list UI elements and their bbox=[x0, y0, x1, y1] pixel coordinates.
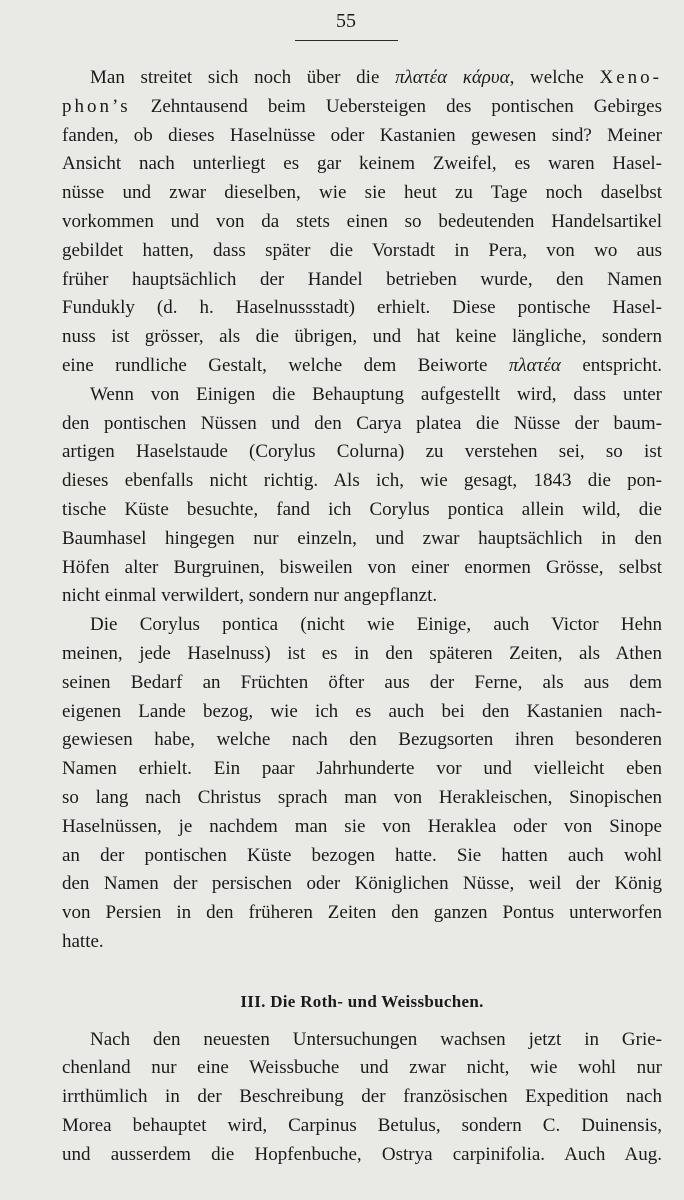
text-line: Ansicht nach unterliegt es gar keinem Zweifel, es waren Hasel- bbox=[62, 153, 662, 175]
text-line bbox=[62, 352, 662, 381]
text-line: an der pontischen Küste bezogen hatte. Sie hatten auch wohl bbox=[62, 844, 662, 866]
text-line: irrthümlich in der Beschreibung der französischen Expedition nach bbox=[62, 1086, 662, 1108]
paragraph bbox=[62, 64, 662, 381]
text-segment: entspricht. bbox=[582, 354, 662, 376]
text-segment: , welche bbox=[509, 67, 584, 88]
text-line: dieses ebenfalls nicht richtig. Als ich, wie gesagt, 1843 die pon- bbox=[62, 470, 662, 492]
text-line: nicht einmal verwildert, sondern nur angepflanzt. bbox=[62, 585, 438, 607]
section-heading: III. Die Roth- und Weissbuchen. bbox=[240, 991, 484, 1011]
spaced-word: phon’s bbox=[62, 95, 131, 117]
text-line: Baumhasel hingegen nur einzeln, und zwar hauptsächlich in den bbox=[62, 527, 662, 549]
body-text bbox=[62, 64, 662, 1169]
text-segment: eine rundliche Gestalt, welche dem Beiworte bbox=[62, 354, 488, 376]
text-line: den Namen der persischen oder Königlichen Nüsse, weil der König bbox=[62, 873, 662, 895]
text-line: von Persien in den früheren Zeiten den ganzen Pontus unterworfen bbox=[62, 902, 662, 924]
text-line: Höfen alter Burgruinen, bisweilen von einer enormen Grösse, selbst bbox=[62, 556, 662, 578]
text-line bbox=[62, 93, 662, 122]
paragraph bbox=[62, 381, 662, 611]
text-line: gewiesen habe, welche nach den Bezugsorten ihren besonderen bbox=[62, 729, 662, 751]
text-line: und ausserdem die Hopfenbuche, Ostrya carpinifolia. Auch Aug. bbox=[62, 1143, 662, 1165]
text-line: früher hauptsächlich der Handel betrieben wurde, den Namen bbox=[62, 268, 662, 290]
text-line: so lang nach Christus sprach man von Herakleischen, Sinopischen bbox=[62, 786, 662, 808]
spaced-word: Xeno- bbox=[599, 67, 662, 88]
text-line: Wenn von Einigen die Behauptung aufgestellt wird, dass unter bbox=[90, 383, 662, 405]
text-line: artigen Haselstaude (Corylus Colurna) zu verstehen sei, so ist bbox=[62, 441, 662, 463]
text-line: meinen, jede Haselnuss) ist es in den späteren Zeiten, als Athen bbox=[62, 642, 662, 664]
greek-phrase: πλατέα κάρυα bbox=[395, 67, 510, 88]
text-segment: Zehntausend beim Uebersteigen des pontischen Gebirges bbox=[150, 95, 662, 117]
text-line: eigenen Lande bezog, wie ich es auch bei den Kastanien nach- bbox=[62, 700, 662, 722]
paragraph bbox=[62, 1026, 662, 1170]
text-line: nuss ist grösser, als die übrigen, und hat keine längliche, sondern bbox=[62, 326, 662, 348]
text-line: chenland nur eine Weissbuche und zwar nicht, wie wohl nur bbox=[62, 1057, 662, 1079]
text-line: Die Corylus pontica (nicht wie Einige, auch Victor Hehn bbox=[90, 614, 662, 636]
text-line: nüsse und zwar dieselben, wie sie heut zu Tage noch daselbst bbox=[62, 182, 662, 204]
page-number-rule bbox=[295, 40, 398, 41]
text-line: Namen erhielt. Ein paar Jahrhunderte vor und vielleicht eben bbox=[62, 758, 662, 780]
text-line: tische Küste besuchte, fand ich Corylus pontica allein wild, die bbox=[62, 498, 662, 520]
text-segment: Man streitet sich noch über die bbox=[90, 67, 380, 88]
page-number: 55 bbox=[336, 10, 356, 32]
text-line: Fundukly (d. h. Haselnussstadt) erhielt. Diese pontische Hasel- bbox=[62, 297, 662, 319]
text-line: seinen Bedarf an Früchten öfter aus der Ferne, als aus dem bbox=[62, 671, 662, 693]
text-line: Nach den neuesten Untersuchungen wachsen jetzt in Grie- bbox=[90, 1028, 662, 1050]
text-line: gebildet hatten, dass später die Vorstadt in Pera, von wo aus bbox=[62, 239, 662, 261]
text-line: vorkommen und von da stets einen so bedeutenden Handelsartikel bbox=[62, 210, 662, 232]
text-line: hatte. bbox=[62, 930, 104, 952]
text-line: Morea behauptet wird, Carpinus Betulus, sondern C. Duinensis, bbox=[62, 1114, 662, 1136]
text-line bbox=[62, 64, 662, 93]
text-line: Haselnüssen, je nachdem man sie von Heraklea oder von Sinope bbox=[62, 815, 662, 837]
text-line: den pontischen Nüssen und den Carya platea die Nüsse der baum- bbox=[62, 412, 662, 434]
text-line: fanden, ob dieses Haselnüsse oder Kastanien gewesen sind? Meiner bbox=[62, 124, 662, 146]
greek-phrase: πλατέα bbox=[508, 354, 561, 376]
paragraph bbox=[62, 611, 662, 957]
